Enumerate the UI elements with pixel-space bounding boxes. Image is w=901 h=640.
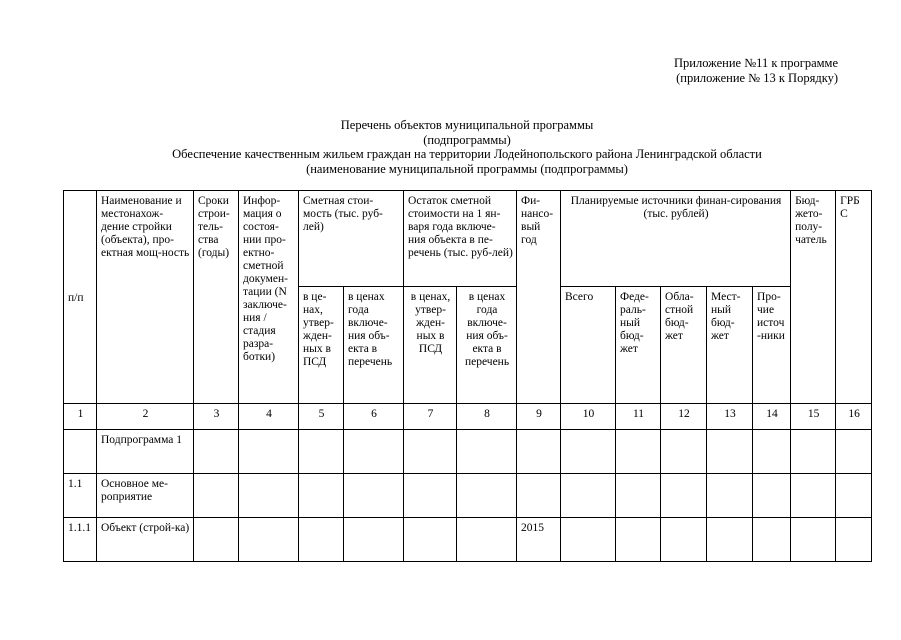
header-source-total: Всего	[561, 287, 616, 404]
header-source-other: Про-чие источ-ники	[753, 287, 791, 404]
document-title	[63, 118, 871, 176]
header-estimate-year: в ценах года включе-ния объ-екта в перечень	[344, 287, 404, 404]
objects-table	[63, 190, 872, 562]
header-estimate: Сметная стои-мость (тыс. руб-лей)	[299, 191, 404, 287]
title-line-3: Обеспечение качественным жильем граждан на территории Лодейнопольского района Ленинградской области	[172, 147, 762, 161]
row-fin-year: 2015	[517, 518, 561, 562]
row-name: Основное ме-роприятие	[97, 474, 194, 518]
col-num: 6	[344, 404, 404, 430]
header-pn: п/п	[64, 191, 97, 404]
header-estimate-psd: в це-нах, утвер-жден-ных в ПСД	[299, 287, 344, 404]
row-name: Подпрограмма 1	[97, 430, 194, 474]
col-num: 7	[404, 404, 457, 430]
appendix-line-2: (приложение № 13 к Порядку)	[676, 71, 838, 85]
header-source-federal: Феде-раль-ный бюд-жет	[616, 287, 661, 404]
col-num: 1	[64, 404, 97, 430]
header-remainder-year: в ценах года включе-ния объ-екта в перечень	[457, 287, 517, 404]
row-fin-year	[517, 474, 561, 518]
header-name: Наименование и местонахож-дение стройки (объекта), про-ектная мощ-ность	[97, 191, 194, 404]
table-row	[64, 518, 872, 562]
title-line-1: Перечень объектов муниципальной программы	[340, 118, 594, 132]
col-num: 4	[239, 404, 299, 430]
col-num: 13	[707, 404, 753, 430]
title-line-4: (наименование муниципальной программы (подпрограммы)	[306, 161, 628, 176]
col-num: 2	[97, 404, 194, 430]
col-num: 3	[194, 404, 239, 430]
row-name: Объект (строй-ка)	[97, 518, 194, 562]
row-number	[64, 430, 97, 474]
row-number: 1.1	[64, 474, 97, 518]
col-num: 5	[299, 404, 344, 430]
col-num: 12	[661, 404, 707, 430]
header-remainder: Остаток сметной стоимости на 1 ян-варя года включе-ния объекта в пе-речень (тыс. руб-лей)	[404, 191, 517, 287]
header-budget-recipient: Бюд-жето-полу-чатель	[791, 191, 836, 404]
header-fin-year: Фи-нансо-вый год	[517, 191, 561, 404]
col-num: 14	[753, 404, 791, 430]
col-num: 10	[561, 404, 616, 430]
col-num: 9	[517, 404, 561, 430]
header-terms: Сроки строи-тель-ства (годы)	[194, 191, 239, 404]
table-row	[64, 474, 872, 518]
col-num: 8	[457, 404, 517, 430]
table-row	[64, 430, 872, 474]
row-fin-year	[517, 430, 561, 474]
header-grbs: ГРБ С	[836, 191, 872, 404]
appendix-line-1: Приложение №11 к программе	[674, 56, 838, 70]
col-num: 16	[836, 404, 872, 430]
row-number: 1.1.1	[64, 518, 97, 562]
col-num: 15	[791, 404, 836, 430]
title-line-2: (подпрограммы)	[423, 132, 511, 147]
col-num: 11	[616, 404, 661, 430]
header-source-local: Мест-ный бюд-жет	[707, 287, 753, 404]
header-sources: Планируемые источники финан-сирования (тыс. рублей)	[561, 191, 791, 287]
header-info: Инфор-мация о состоя-нии про-ектно-сметной докумен-тации (N заключе-ния /стадия разра-ботки)	[239, 191, 299, 404]
appendix-note	[674, 56, 838, 86]
header-remainder-psd: в ценах, утвер-жден-ных в ПСД	[404, 287, 457, 404]
header-source-regional: Обла-стной бюд-жет	[661, 287, 707, 404]
column-numbers-row	[64, 404, 872, 430]
